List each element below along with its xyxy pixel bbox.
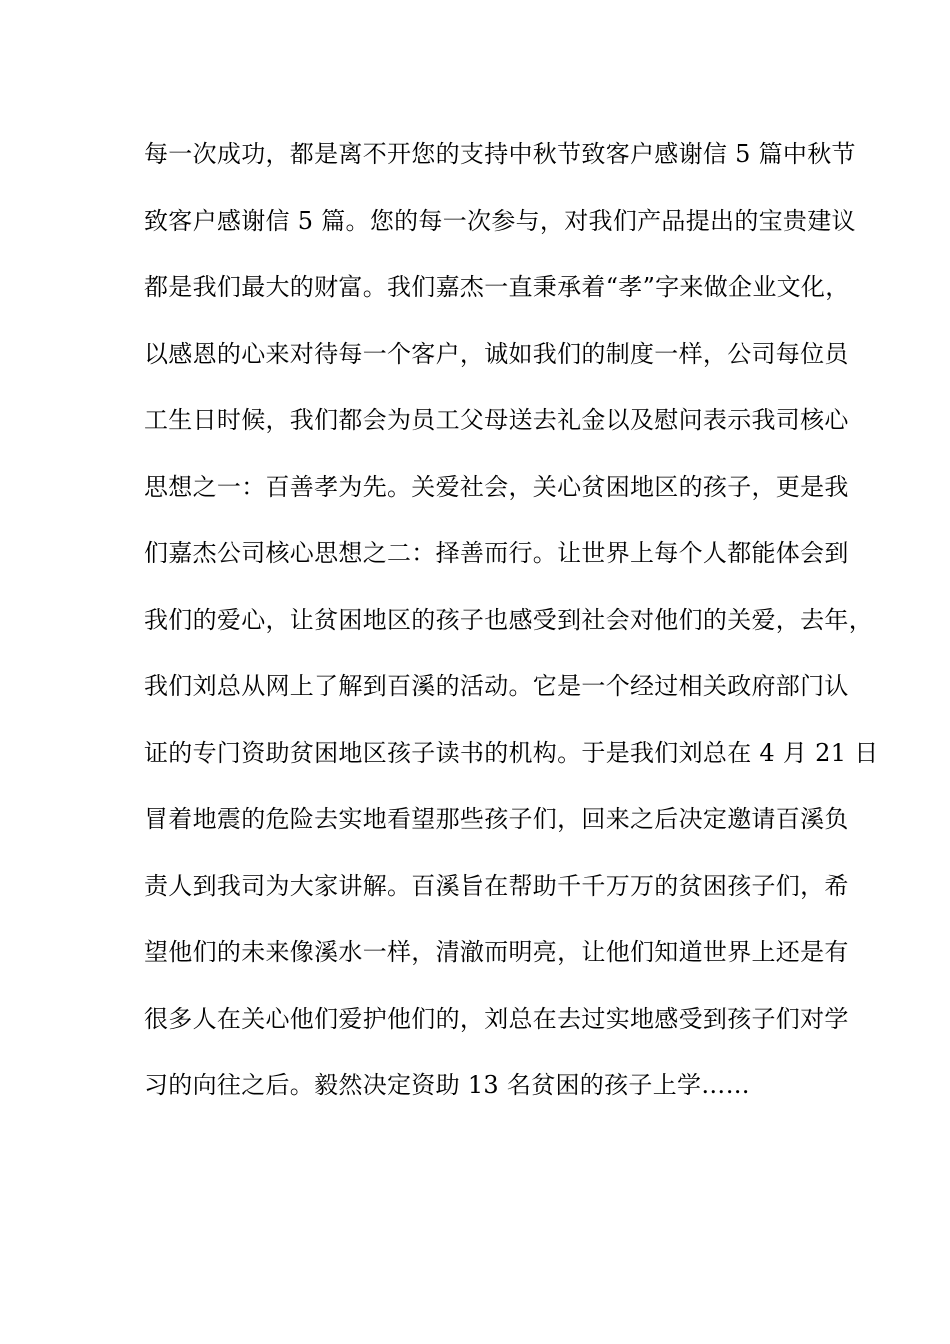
text-line-2: 致客户感谢信 5 篇。您的每一次参与，对我们产品提出的宝贵建议	[144, 206, 856, 235]
text-line-9: 我们刘总从网上了解到百溪的活动。它是一个经过相关政府部门认	[144, 672, 849, 700]
text-line-14: 很多人在关心他们爱护他们的，刘总在去过实地感受到孩子们对学	[144, 1004, 849, 1033]
text-line-7: 们嘉杰公司核心思想之二：择善而行。让世界上每个人都能体会到	[144, 539, 849, 567]
text-line-6: 思想之一：百善孝为先。关爱社会，关心贫困地区的孩子，更是我	[144, 472, 849, 501]
text-line-8: 我们的爱心，让贫困地区的孩子也感受到社会对他们的关爱，去年，	[144, 605, 873, 634]
text-line-3: 都是我们最大的财富。我们嘉杰一直秉承着“孝”字来做企业文化，	[144, 273, 850, 301]
text-line-15: 习的向往之后。毅然决定资助 13 名贫困的孩子上学……	[144, 1071, 750, 1099]
body-paragraph	[144, 128, 879, 1126]
text-line-5: 工生日时候，我们都会为员工父母送去礼金以及慰问表示我司核心	[144, 406, 849, 434]
text-line-4: 以感恩的心来对待每一个客户，诚如我们的制度一样，公司每位员	[144, 339, 849, 368]
text-line-10: 证的专门资助贫困地区孩子读书的机构。于是我们刘总在 4 月 21 日	[144, 738, 879, 767]
text-line-1: 每一次成功，都是离不开您的支持中秋节致客户感谢信 5 篇中秋节	[144, 140, 856, 168]
text-line-11: 冒着地震的危险去实地看望那些孩子们，回来之后决定邀请百溪负	[144, 805, 849, 833]
text-line-13: 望他们的未来像溪水一样，清澈而明亮，让他们知道世界上还是有	[144, 938, 849, 966]
text-line-12: 责人到我司为大家讲解。百溪旨在帮助千千万万的贫困孩子们，希	[144, 871, 849, 900]
